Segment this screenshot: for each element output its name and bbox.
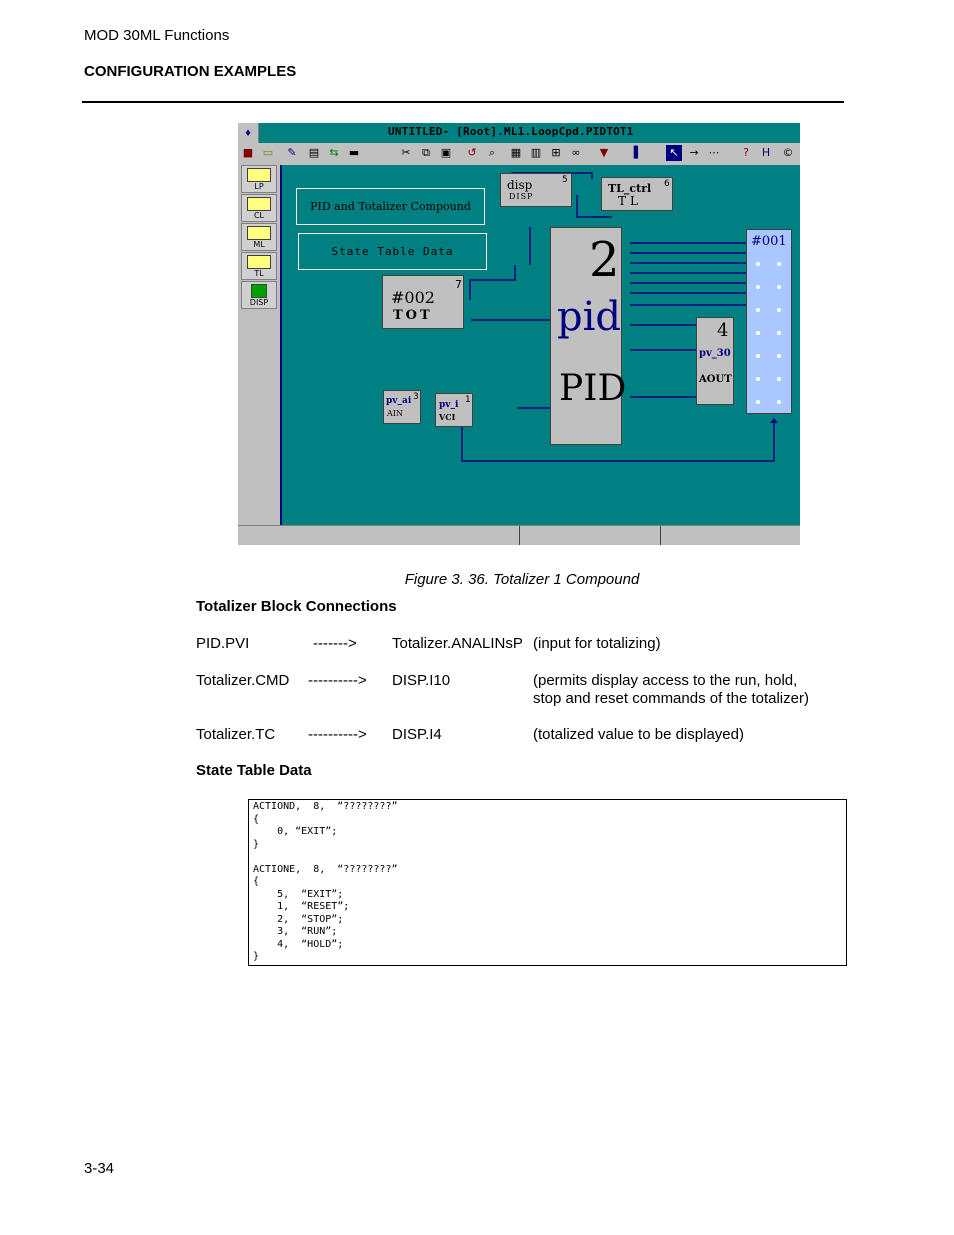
block-name: TL_ctrl (608, 182, 652, 195)
running-title: MOD 30ML Functions (84, 27, 230, 44)
ain-block[interactable] (383, 390, 421, 424)
window-title: UNTITLED- [Root].ML1.LoopCpd.PIDTOT1 (388, 125, 634, 138)
connection-note: (input for totalizing) (533, 635, 661, 652)
palette-disp-button[interactable] (241, 281, 277, 309)
block-name: pv_i (439, 400, 459, 410)
output-port[interactable] (777, 377, 781, 381)
connection-destination: DISP.I4 (392, 726, 442, 743)
connection-arrow: -------> (313, 635, 357, 652)
input-port[interactable] (756, 377, 760, 381)
help-icon[interactable]: ? (738, 145, 754, 161)
grid-icon[interactable]: ▦ (508, 145, 524, 161)
vci-block[interactable] (435, 393, 473, 427)
connection-destination: DISP.I10 (392, 672, 451, 689)
state-table-code-box (248, 799, 847, 966)
connection-source: PID.PVI (196, 635, 250, 652)
block-number: 4 (717, 320, 729, 341)
output-port[interactable] (777, 308, 781, 312)
block-number: 3 (413, 392, 419, 402)
disp-block[interactable] (500, 173, 572, 207)
palette-ml-button[interactable] (241, 223, 277, 251)
block-number: 7 (455, 278, 462, 291)
block-number: 6 (664, 179, 670, 189)
zoom-icon[interactable]: ⌕ (484, 145, 500, 161)
section-title: CONFIGURATION EXAMPLES (84, 63, 297, 80)
copyright-icon[interactable]: © (780, 145, 796, 161)
palette-cl-button[interactable] (241, 194, 277, 222)
transfer-icon[interactable]: ⇆ (326, 145, 342, 161)
connection-destination: Totalizer.ANALINsP (392, 635, 523, 652)
link-icon[interactable]: ∞ (568, 145, 584, 161)
block-type: AIN (387, 409, 403, 418)
state-table-heading: State Table Data (196, 762, 312, 779)
block-name: disp (507, 178, 533, 192)
input-port[interactable] (756, 285, 760, 289)
arrow-right-icon[interactable]: → (686, 145, 702, 161)
figure-screenshot (238, 123, 800, 545)
palette-lp-button[interactable] (241, 165, 277, 193)
connection-source: Totalizer.TC (196, 726, 276, 743)
input-port[interactable] (756, 354, 760, 358)
block-type: DISP (509, 192, 534, 201)
block-name: #001 (751, 234, 787, 249)
output-port[interactable] (777, 331, 781, 335)
connect-icon[interactable]: ⊞ (548, 145, 564, 161)
connections-heading: Totalizer Block Connections (196, 598, 397, 615)
lp-block-icon (247, 168, 271, 182)
table-icon[interactable]: ▥ (528, 145, 544, 161)
book-icon[interactable]: ▌ (630, 145, 646, 161)
diagram-canvas[interactable] (282, 165, 800, 525)
step-icon[interactable]: ⋯ (706, 145, 722, 161)
connection-note-continued: stop and reset commands of the totalizer) (533, 690, 809, 707)
palette-label: ML (253, 240, 265, 249)
save-icon[interactable]: ■ (240, 145, 256, 161)
open-folder-icon[interactable]: ▭ (260, 145, 276, 161)
status-divider (660, 526, 661, 545)
undo-icon[interactable]: ↺ (464, 145, 480, 161)
block-name: pv_ai (386, 396, 412, 406)
window-titlebar (238, 123, 800, 143)
block-type: PID (559, 368, 627, 409)
tot-block[interactable] (382, 275, 464, 329)
connection-note: (totalized value to be displayed) (533, 726, 744, 743)
cl-block-icon (247, 197, 271, 211)
pointer-icon[interactable]: ↖ (666, 145, 682, 161)
print-icon[interactable]: ▤ (306, 145, 322, 161)
toolbar (238, 143, 800, 166)
palette-label: LP (254, 182, 264, 191)
block-name: #002 (391, 288, 435, 307)
block-name: pid (557, 294, 622, 340)
output-port[interactable] (777, 285, 781, 289)
block-number: 1 (465, 395, 471, 405)
connection-arrow: ----------> (308, 672, 367, 689)
save-disk-icon[interactable]: H (758, 145, 774, 161)
input-port[interactable] (756, 262, 760, 266)
edit-icon[interactable]: ✎ (284, 145, 300, 161)
aout-block[interactable] (696, 317, 734, 405)
header-rule (82, 101, 844, 103)
status-bar (238, 525, 800, 545)
output-port[interactable] (777, 400, 781, 404)
palette-label: TL (254, 269, 264, 278)
block-type: AOUT (699, 374, 732, 385)
output-port[interactable] (777, 354, 781, 358)
block-type: VCI (439, 412, 456, 422)
block-palette (238, 165, 282, 525)
paste-icon[interactable]: ▣ (438, 145, 454, 161)
palette-label: CL (253, 211, 265, 220)
block-number: 5 (562, 175, 568, 185)
block-type: TL (618, 194, 642, 208)
connection-note: (permits display access to the run, hold, (533, 672, 798, 689)
caption-text: Figure 3. 36. Totalizer 1 Compound (404, 571, 640, 588)
compound-label[interactable]: PID and Totalizer Compound (296, 188, 485, 225)
input-port[interactable] (756, 331, 760, 335)
system-menu-icon[interactable]: ♦ (238, 123, 259, 143)
cut-icon[interactable]: ✂ (398, 145, 414, 161)
state-table-label[interactable]: State Table Data (298, 233, 487, 270)
input-port[interactable] (756, 400, 760, 404)
block-type: TOT (393, 308, 433, 323)
palette-label: DISP (249, 298, 269, 307)
ml-block-icon (247, 226, 271, 240)
input-port[interactable] (756, 308, 760, 312)
palette-tl-button[interactable] (241, 252, 277, 280)
connection-arrow: ----------> (308, 726, 367, 743)
disp-block-icon (251, 284, 267, 298)
tl-block[interactable] (601, 177, 673, 211)
pid-block[interactable] (550, 227, 627, 445)
monitor-icon[interactable]: ▬ (346, 145, 362, 161)
copy-icon[interactable]: ⧉ (418, 145, 434, 161)
figure-caption (0, 571, 954, 588)
tag-block[interactable] (746, 229, 792, 414)
state-table-code: ACTIOND, 8, “????????” { 0, “EXIT”; } ACTIONE, 8, “????????” { 5, “EXIT”; 1, “RESET”; 2, “STOP”; 3, “RUN”; 4, “HOLD”; } (253, 801, 398, 962)
connection-source: Totalizer.CMD (196, 672, 290, 689)
output-port[interactable] (777, 262, 781, 266)
tl-block-icon (247, 255, 271, 269)
status-divider (519, 526, 520, 545)
block-number: 2 (589, 232, 620, 288)
block-name: pv_30 (699, 348, 731, 359)
page-number: 3-34 (84, 1160, 115, 1177)
stamp-icon[interactable]: ▼ (596, 145, 612, 161)
